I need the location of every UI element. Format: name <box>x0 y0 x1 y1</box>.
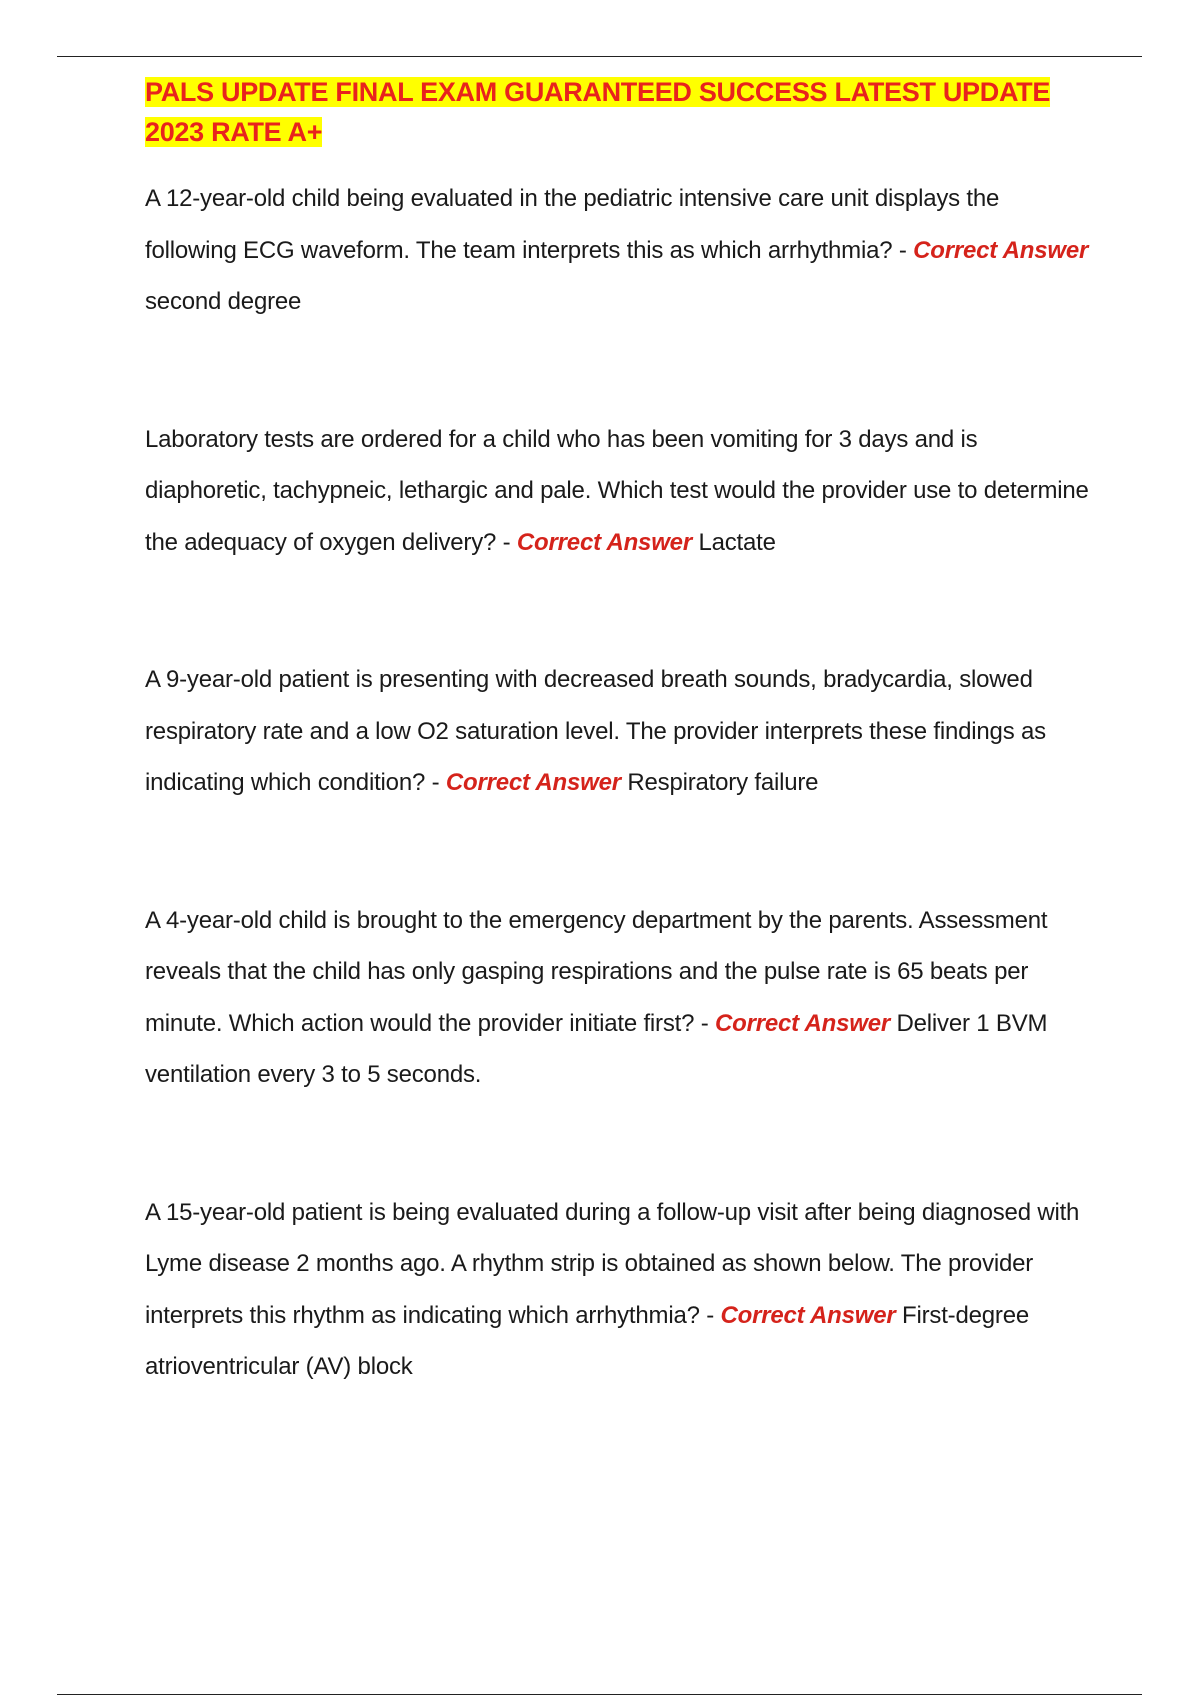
separator: - <box>699 1301 721 1329</box>
answer-text: Deliver 1 BVM ventilation every 3 to 5 seconds. <box>145 1009 1048 1088</box>
correct-answer-label: Correct Answer <box>913 236 1089 264</box>
separator: - <box>425 769 446 796</box>
correct-answer-label: Correct Answer <box>720 1301 896 1329</box>
bottom-divider <box>57 1694 1142 1695</box>
qa-item <box>145 1187 1095 1393</box>
qa-list <box>145 173 1095 1393</box>
separator: - <box>892 236 914 264</box>
answer-text: Lactate <box>698 528 776 556</box>
qa-item <box>145 895 1095 1101</box>
qa-item <box>145 414 1095 569</box>
top-divider <box>57 56 1142 57</box>
answer-text: Respiratory failure <box>627 769 819 796</box>
answer-text: First-degree atrioventricular (AV) block <box>145 1301 1030 1380</box>
answer-text: second degree <box>145 288 302 315</box>
qa-item <box>145 654 1095 809</box>
correct-answer-label: Correct Answer <box>445 769 621 796</box>
document-title <box>145 72 1095 152</box>
question-text: A 4-year-old child is brought to the emergency department by the parents. Assessment reveals that the child has only gasping respirations and the pulse rate is 65 beats per minute. Which action would the provider initiate first? <box>145 906 1048 1037</box>
title-highlight: PALS UPDATE FINAL EXAM GUARANTEED SUCCESS LATEST UPDATE 2023 RATE A+ <box>145 77 1051 147</box>
separator: - <box>496 528 517 556</box>
correct-answer-label: Correct Answer <box>715 1009 891 1037</box>
question-text: A 15-year-old patient is being evaluated during a follow-up visit after being diagnosed with Lyme disease 2 months ago. A rhythm strip is obtained as shown below. The provider interprets this rhythm as indicating which arrhythmia? <box>145 1198 1080 1329</box>
separator: - <box>694 1009 715 1037</box>
question-text: Laboratory tests are ordered for a child who has been vomiting for 3 days and is diaphoretic, tachypneic, lethargic and pale. Which test would the provider use to determine the adequacy of oxygen delivery? <box>145 425 1089 556</box>
correct-answer-label: Correct Answer <box>516 528 692 556</box>
document-content <box>145 72 1095 1393</box>
question-text: A 12-year-old child being evaluated in the pediatric intensive care unit displays the following ECG waveform. The team interprets this as which arrhythmia? <box>145 185 1000 264</box>
qa-item <box>145 173 1095 328</box>
question-text: A 9-year-old patient is presenting with decreased breath sounds, bradycardia, slowed respiratory rate and a low O2 saturation level. The provider interprets these findings as indicating which condition? <box>145 666 1046 796</box>
